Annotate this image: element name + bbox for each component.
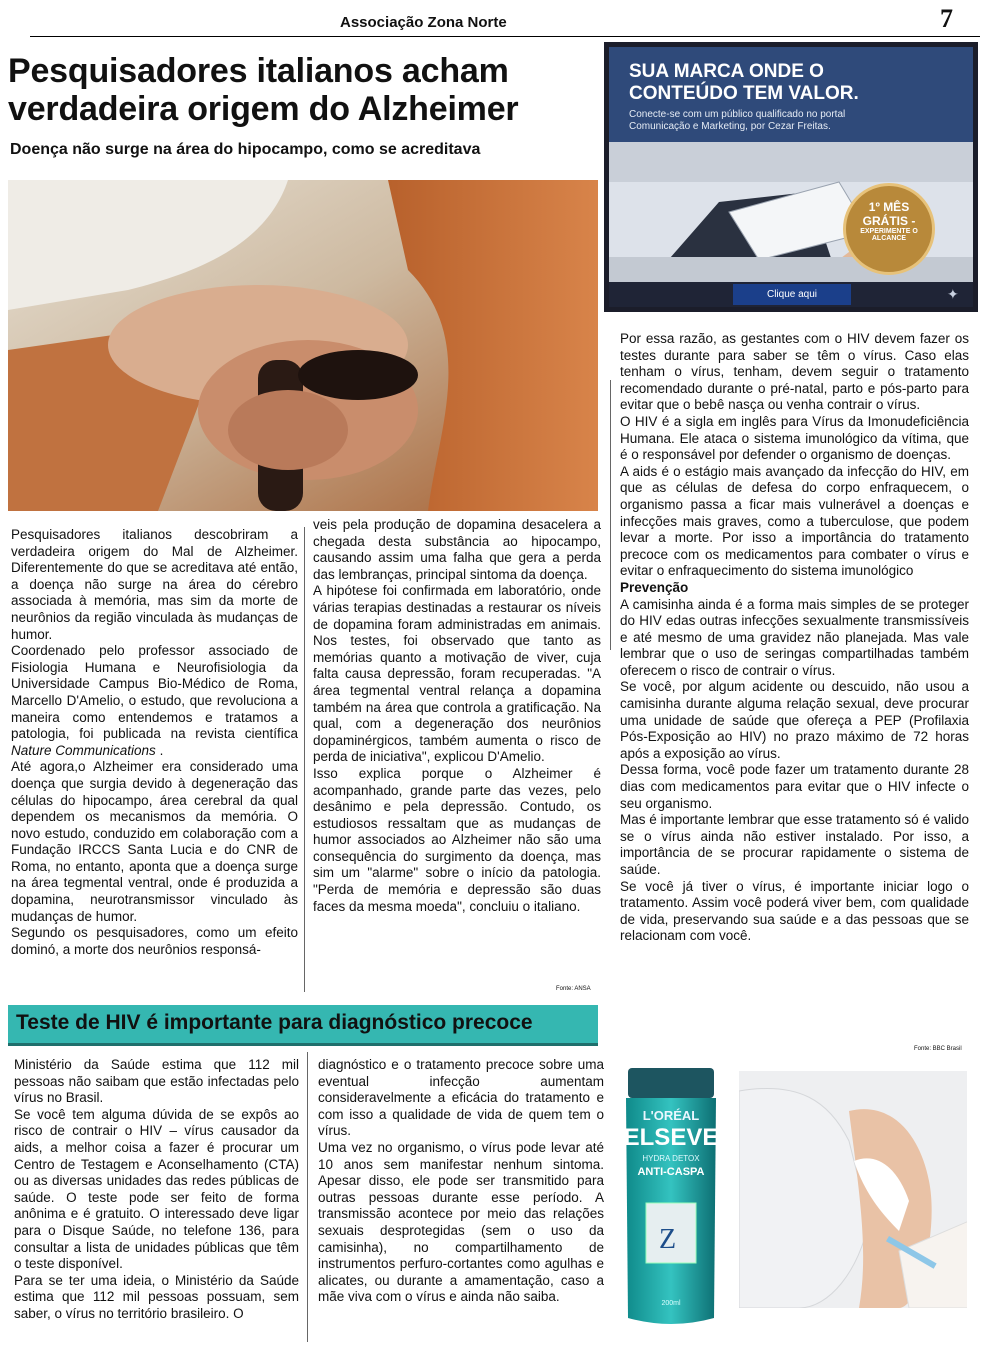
- alzheimer-photo: [8, 180, 598, 511]
- badge-line: ALCANCE: [871, 235, 907, 242]
- source-credit: Fonte: ANSA: [556, 986, 591, 992]
- hiv-section-title: Teste de HIV é importante para diagnóstico precoce: [16, 1011, 533, 1034]
- arm-injection-illustration: [739, 1071, 967, 1308]
- ad-headline-line: CONTEÚDO TEM VALOR.: [629, 83, 859, 104]
- ad-body: [629, 109, 845, 133]
- paragraph: veis pela produção de dopamina desacelera a chegada desta substância ao hipocampo, causando assim uma falha que gera a perda das lembranças, principal sintoma da doença.: [313, 517, 601, 582]
- article1-column-2: [313, 517, 601, 915]
- paragraph: Uma vez no organismo, o vírus pode levar até 10 anos sem manifestar nenhum sintoma. Apesar disso, ele pode ser transmitido para outras pessoas durante esse período. A transmissão acontece por meio das relações sexuais desprotegidas (sem o uso da camisinha), no compartilhamento de instrumentos perfuro-cortantes como agulhas e alicates, ou durante a amamentação, caso a mãe viva com o vírus e ainda não saiba.: [318, 1139, 604, 1305]
- badge-line: EXPERIMENTE O: [860, 228, 918, 235]
- paragraph: A aids é o estágio mais avançado da infecção do HIV, em que as células de defesa do corpo enfraquecem, o organismo passa a ficar mais vulnerável a doenças e infecções mais graves, como a tuberculose, que podem levar a morte. Por isso a importância do tratamento precoce com os medicamentos para combater o vírus e evitar o enfraquecimento do sistema imunológico: [620, 463, 969, 579]
- paragraph: A camisinha ainda é a forma mais simples de se proteger do HIV edas outras infecções sexualmente transmissíveis e até mesmo de uma gravidez não planejada. Mas vale lembrar que o uso de seringas compartilhadas também oferecem o risco de contrair o vírus.: [620, 596, 969, 678]
- hands-on-cane-illustration: [8, 180, 598, 511]
- badge-line: 1º MÊS: [868, 200, 910, 214]
- paragraph: Coordenado pelo professor associado de Fisiologia Humana e Neurofisiologia da Universidade Campus Bio-Médico de Roma, Marcello D'Amelio, o estudo, que revoluciona a maneira como entendemos e tratamos a patologia, foi publicada na revista científica Nature Communications .: [11, 643, 298, 758]
- shampoo-line: HYDRA DETOX: [642, 1154, 700, 1163]
- paragraph: Mas é importante lembrar que esse tratamento só é valido se o vírus ainda não estiver instalado. Por isso, a importância de se procurar rapidamente o sistema de saúde.: [620, 812, 969, 877]
- article-title: Pesquisadores italianos acham verdadeira origem do Alzheimer: [8, 52, 519, 128]
- paragraph: Dessa forma, você pode fazer um tratamento durante 28 dias com medicamentos para evitar que o HIV infecte o seu organismo.: [620, 762, 969, 811]
- vaccination-photo: [739, 1071, 967, 1308]
- ad-body-line: Conecte-se com um público qualificado no portal: [629, 109, 846, 120]
- article-subtitle: Doença não surge na área do hipocampo, como se acreditava: [10, 141, 481, 158]
- paragraph: A hipótese foi confirmada em laboratório, onde várias terapias destinadas a restaurar os níveis de dopamina foram administradas em animais. Nos testes, foi observado que tanto as memórias quanto a motivação de viver, cuja falta causa depressão, foram recuperadas. "A área tegmental ventral relança a dopamina também na área que controla a gratificação. Na qual, com a degeneração dos neurônios dopaminérgicos, também aumenta o risco de perda de iniciativa", explicou D'Amelio.: [313, 583, 601, 765]
- source-credit: Fonte: BBC Brasil: [914, 1046, 962, 1052]
- column-divider: [304, 527, 305, 992]
- paragraph: Se você tem alguma dúvida de se expôs ao risco de contrair o HIV – vírus causador da aids, a melhor coisa a fazer é procurar um Centro de Testagem e Aconselhamento (CTA) ou as diversas unidades das redes públicas de saúde. O teste pode ser feito de forma anônima e é gratuito. O interessado deve ligar para o Disque Saúde, no telefone 136, para consultar a lista de unidades públicas que têm o teste disponível.: [14, 1106, 299, 1272]
- paragraph: Isso explica porque o Alzheimer é acompanhado, grande parte das vezes, pelo desânimo e pela depressão. Contudo, os estudiosos ressaltam que as mudanças de humor associados ao Alzheimer não são uma consequência do surgimento da doença, mas sim um "alarme" sobre o início da patologia. "Perda de memória e depressão são duas faces da mesma moeda", concluiu o italiano.: [313, 765, 601, 914]
- article1-column-1: [11, 527, 298, 958]
- shampoo-product: ELSEVE: [623, 1124, 719, 1151]
- shampoo-brand: L'ORÉAL: [642, 1108, 700, 1123]
- product-glyph: Z: [659, 1224, 677, 1255]
- page-number: 7: [940, 4, 953, 33]
- paragraph: diagnóstico e o tratamento precoce sobre uma eventual infecção aumentam consideravelmente a eficácia do tratamento e com isso a qualidade de vida de quem tem o vírus.: [318, 1057, 604, 1139]
- ad-headline: [629, 61, 859, 105]
- column-divider: [307, 1052, 308, 1342]
- ad-headline-line: SUA MARCA ONDE O: [629, 61, 824, 82]
- advertisement[interactable]: [609, 47, 973, 307]
- badge-line: GRÁTIS -: [862, 214, 916, 228]
- paragraph: Por essa razão, as gestantes com o HIV devem fazer os testes durante para saber se têm o vírus. Caso elas tenham o vírus, tenham, devem seguir o tratamento recomendado durante o pré-natal, parto e pós-parto para evitar que o bebê nasça ou venha contrair o vírus.: [620, 331, 969, 413]
- paragraph: Ministério da Saúde estima que 112 mil pessoas não saibam que estão infectadas pelo vírus no Brasil.: [14, 1057, 299, 1106]
- shampoo-bottle-image: [620, 1068, 722, 1330]
- column-divider: [610, 380, 611, 650]
- right-column: [620, 331, 969, 945]
- paragraph: Segundo os pesquisadores, como um efeito dominó, a morte dos neurônios responsá-: [11, 925, 298, 957]
- header-rule: [30, 36, 980, 37]
- prevention-heading: Prevenção: [620, 579, 689, 595]
- ad-choices-icon[interactable]: ✦: [947, 286, 959, 302]
- click-here-button[interactable]: Clique aqui: [733, 284, 851, 305]
- paragraph: Para se ter uma ideia, o Ministério da Saúde estima que 112 mil pessoas possuam, sem saber, o vírus no território brasileiro. O: [14, 1272, 299, 1321]
- article2-column-2: [318, 1057, 604, 1306]
- paragraph: Se você já tiver o vírus, é importante iniciar logo o tratamento. Assim você poderá viver bem, com qualidade de vida, preservando sua saúde e a das pessoas que se relacionam com você.: [620, 878, 969, 944]
- article2-column-1: [14, 1057, 299, 1323]
- free-month-badge: [843, 183, 935, 275]
- journal-name: Nature Communications: [11, 742, 156, 758]
- masthead: Associação Zona Norte: [340, 14, 507, 31]
- paragraph: O HIV é a sigla em inglês para Vírus da Imonudeficiência Humana. Ele ataca o sistema imunológico da vítima, que é o responsável por defender o organismo de doenças.: [620, 413, 969, 463]
- paragraph: Pesquisadores italianos descobriram a verdadeira origem do Mal de Alzheimer. Diferentemente do que se acreditava até então, a doença não surge na área do cérebro associada à memória, mas sim da morte de neurônios da região vinculada às mudanças de humor.: [11, 527, 298, 642]
- shampoo-line: ANTI-CASPA: [637, 1166, 705, 1178]
- ad-body-line: Comunicação e Marketing, por Cezar Freitas.: [629, 121, 831, 132]
- paragraph: Se você, por algum acidente ou descuido, não usou a camisinha durante alguma relação sexual, deve procurar uma unidade de saúde que ofereça a PEP (Profilaxia Pós-Exposição ao HIV) no prazo máximo de 72 horas após a exposição ao vírus.: [620, 679, 969, 761]
- shampoo-volume: 200ml: [661, 1300, 681, 1307]
- paragraph: Até agora,o Alzheimer era considerado uma doença que surgia devido à degeneração das células do hipocampo, área cerebral da qual dependem os mecanismos da memória. O novo estudo, conduzido em colaboração com a Fundação IRCCS Santa Lucia e do CNR de Roma, no entanto, aponta que a doença surge na área tegmental ventral, onde é produzida a dopamina, neurotransmissor vinculado às mudanças de humor.: [11, 759, 298, 924]
